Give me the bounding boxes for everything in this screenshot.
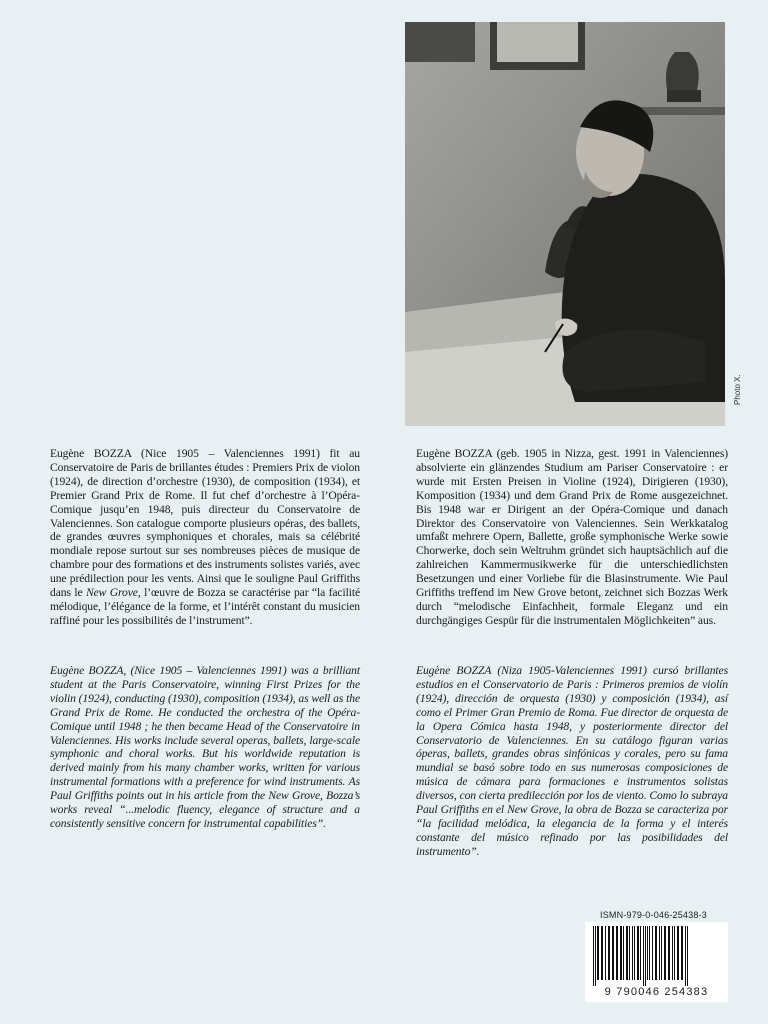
composer-photo-image — [405, 22, 725, 426]
composer-photo — [405, 22, 725, 426]
biography-spanish-text: Eugène BOZZA (Niza 1905-Valenciennes 1991) cursó brillantes estudios en el Conservatorio de Paris : Primeros premios de violín (1924), dirección de orquesta (1930) y composición (1934), así como el Primer Gran Premio de Roma. Fue director de orquesta de la Opera Cómica hasta 1948, y posteriormente director del Conservatorio de Valenciennes. En su catálogo figuran varias óperas, ballets, grandes obras sinfónicas y corales, pero su fama mundial se basó sobre todo en sus numerosas composiciones de música de cámara para formaciones e instrumentos solistas diversos, con cierta predilección por los de viento. Como lo subraya Paul Griffiths en el New Grove, la obra de Bozza se caracteriza por “la facilidad melódica, la elegancia de la forma y el interés constante del músico refinado por las posibilidades del instrumento”. — [416, 664, 728, 858]
biography-spanish — [416, 664, 728, 859]
barcode-bars — [591, 926, 722, 986]
ismn-number: ISMN-979-0-046-25438-3 — [600, 910, 707, 920]
biography-english — [50, 664, 360, 831]
barcode — [585, 922, 728, 1002]
new-grove-title: New Grove — [85, 586, 138, 600]
biography-german-text: Eugène BOZZA (geb. 1905 in Nizza, gest. 1991 in Valenciennes) absolvierte ein glänzendes Studium am Pariser Conservatoire : er wurde mit Ersten Preisen in Violine (1924), Dirigieren (1930), Komposition (1934) und dem Grand Prix de Rome ausgezeichnet. Bis 1948 war er Dirigent an der Opéra-Comique und danach Direktor des Conservatoire von Valenciennes. Sein Werkkatalog umfaßt mehrere Opern, Ballette, große symphonische Werke sowie Chorwerke, doch sein Weltruhm gründet sich hauptsächlich auf die zahlreichen Kammermusikwerke für die unterschiedlichsten Besetzungen und einer Vorliebe für die Blasinstrumente. Wie Paul Griffiths treffend im New Grove betont, zeichnet sich Bozzas Werk durch “melodische Einfachheit, formale Eleganz und ein durchgängiges Gespür für die instrumentalen Möglichkeiten” aus. — [416, 447, 728, 627]
barcode-digits: 9 790046 254383 — [604, 986, 709, 998]
biography-french — [50, 447, 360, 628]
biography-german — [416, 447, 728, 628]
biography-english-text: Eugène BOZZA, (Nice 1905 – Valenciennes 1991) was a brilliant student at the Paris Conservatoire, winning First Prizes for the violin (1924), conducting (1930), composition (1934), as well as the Grand Prix de Rome. He conducted the orchestra of the Opéra-Comique until 1948 ; he then became Head of the Conservatoire in Valenciennes. His works include several operas, ballets, large-scale symphonic and choral works. But his worldwide reputation is derived mainly from his many chamber works, written for various instrumental formations with a preference for wind instruments. As Paul Griffiths points out in his article from the New Grove, Bozza’s works reveal “...melodic fluency, elegance of structure and a consistently sensitive concern for instrumental capabilities”. — [50, 664, 360, 830]
biography-french-text: Eugène BOZZA (Nice 1905 – Valenciennes 1991) fit au Conservatoire de Paris de brillantes études : Premiers Prix de violon (1924), de direction d’orchestre (1930), de composition (1934), et Premier Grand Prix de Rome. Il fut chef d’orchestre à l’Opéra-Comique jusqu’en 1948, puis directeur du Conservatoire de Valenciennes. Son catalogue comporte plusieurs opéras, des ballets, de grandes œuvres symphoniques et chorales, mais sa célébrité mondiale repose surtout sur ses nombreuses pièces de musique de chambre pour des formations et des instruments solistes variés, avec une prédilection pour les vents. Ainsi que le souligne Paul Griffiths dans le New Grove, l’œuvre de Bozza se caractérise par “la facilité mélodique, l’élégance de la forme, et l’intérêt constant du musicien raffiné pour les possibilités de l’instrument”. — [50, 447, 361, 627]
photo-credit: Photo X. — [733, 374, 742, 405]
